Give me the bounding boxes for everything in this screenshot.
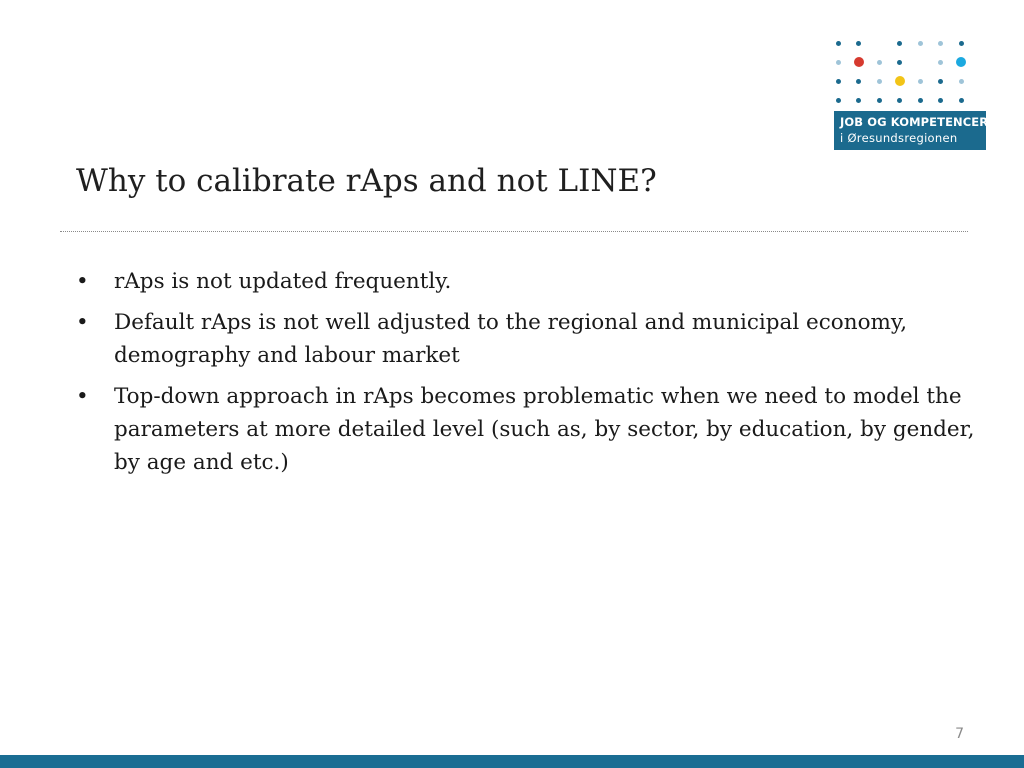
logo-dot xyxy=(959,98,964,103)
logo-dot xyxy=(897,41,902,46)
slide-title: Why to calibrate rAps and not LINE? xyxy=(76,163,657,199)
logo-dot xyxy=(918,41,923,46)
bullet-marker: • xyxy=(76,269,89,294)
logo-dot xyxy=(877,79,882,84)
logo-dot xyxy=(895,76,905,86)
logo-dot xyxy=(836,79,841,84)
bullet-item xyxy=(76,265,976,298)
bullet-text: Default rAps is not well adjusted to the regional and municipal economy, demography and labour market xyxy=(114,310,908,368)
bullet-list xyxy=(76,265,976,487)
logo-dot xyxy=(938,41,943,46)
logo-dot xyxy=(854,57,864,67)
logo-dot xyxy=(897,60,902,65)
logo-dot xyxy=(938,79,943,84)
logo-dot xyxy=(956,57,966,67)
logo-dot xyxy=(897,98,902,103)
bullet-item xyxy=(76,306,976,372)
logo-dot xyxy=(918,98,923,103)
logo-dot xyxy=(836,98,841,103)
logo-name: JOB OG KOMPETENCER xyxy=(840,115,989,129)
logo-dot xyxy=(877,60,882,65)
bullet-item xyxy=(76,380,976,479)
bullet-marker: • xyxy=(76,384,89,409)
logo-dot xyxy=(877,98,882,103)
bullet-text: Top-down approach in rAps becomes problematic when we need to model the parameters at more detailed level (such as, by sector, by education, by gender, by age and etc.) xyxy=(114,384,975,475)
logo-dot xyxy=(856,41,861,46)
logo-dot xyxy=(959,79,964,84)
bullet-marker: • xyxy=(76,310,89,335)
logo-dot xyxy=(856,98,861,103)
logo-dot xyxy=(918,79,923,84)
logo-dot xyxy=(959,41,964,46)
title-divider xyxy=(60,231,968,232)
logo-region: i Øresundsregionen xyxy=(840,131,958,145)
logo-text-box xyxy=(834,111,989,150)
footer-bar xyxy=(0,755,1024,768)
logo-dot xyxy=(836,60,841,65)
logo-dot xyxy=(938,98,943,103)
organization-logo xyxy=(834,38,989,150)
logo-dot xyxy=(836,41,841,46)
logo-dot xyxy=(938,60,943,65)
bullet-text: rAps is not updated frequently. xyxy=(114,269,452,294)
logo-dot xyxy=(856,79,861,84)
page-number: 7 xyxy=(955,726,964,742)
